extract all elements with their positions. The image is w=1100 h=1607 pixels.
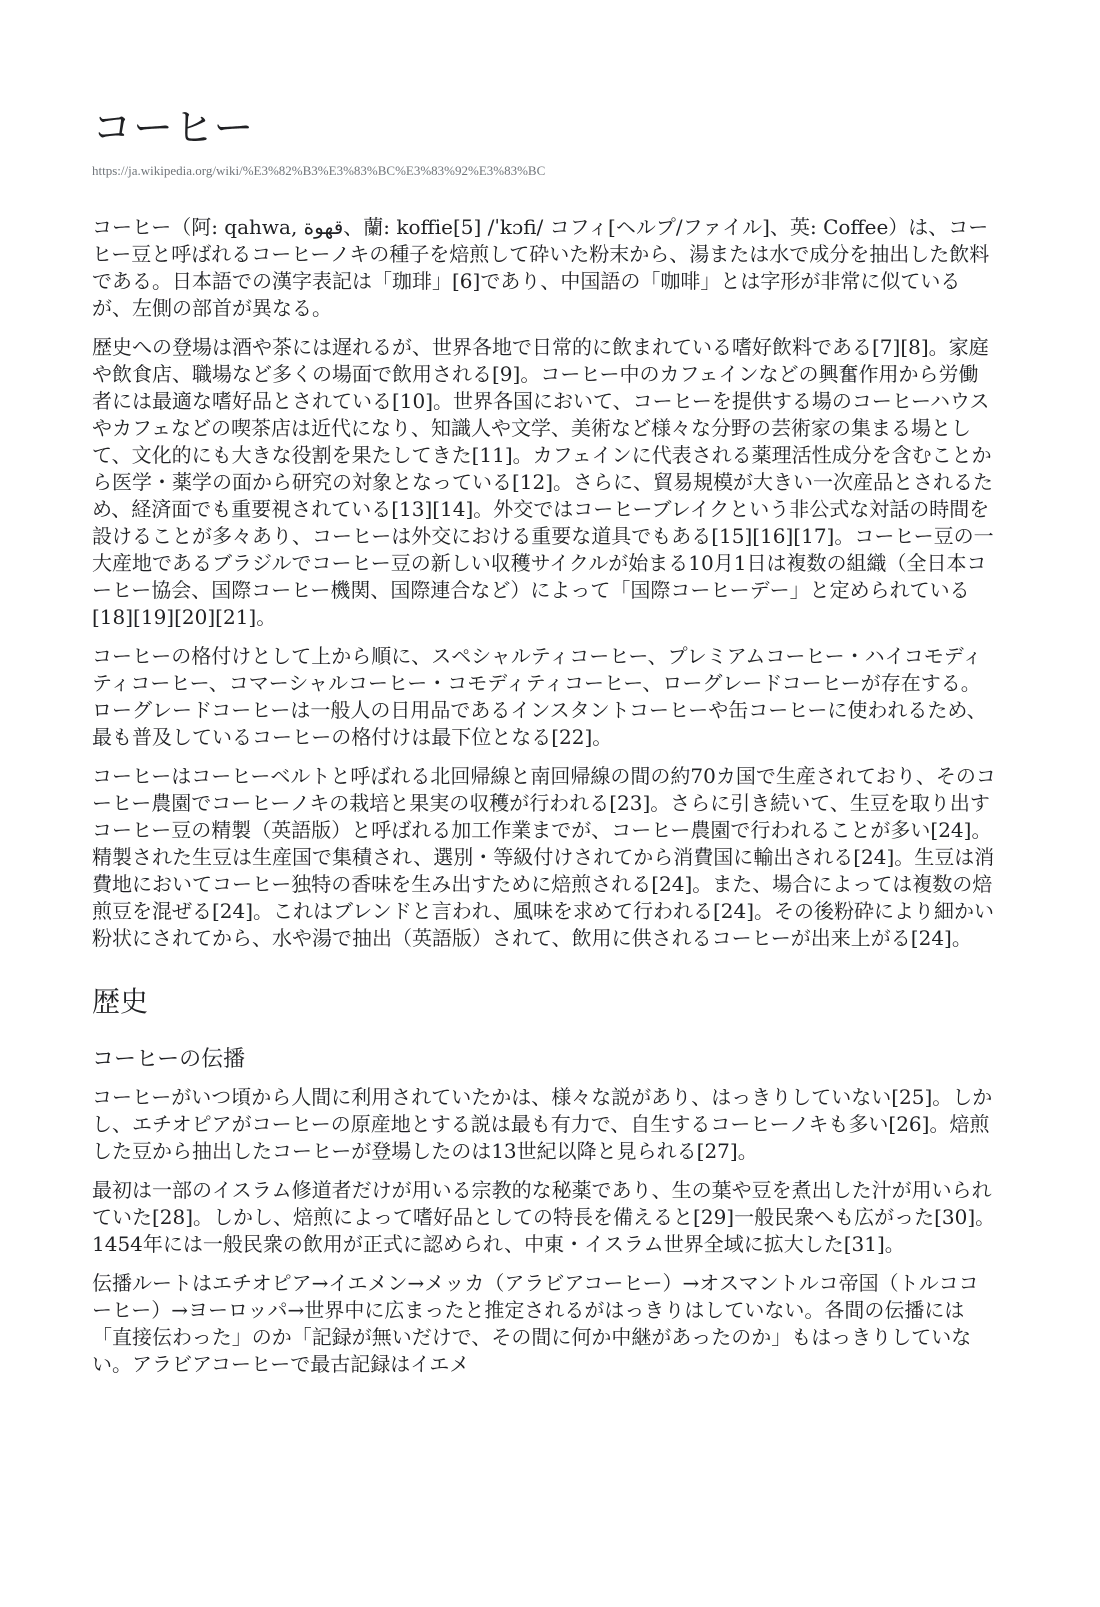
intro-paragraph: 歴史への登場は酒や茶には遅れるが、世界各地で日常的に飲まれている嗜好飲料である[7][8]。家庭や飲食店、職場など多くの場面で飲用される[9]。コーヒー中のカフェインなどの興奮作用から労働者には最適な嗜好品とされている[10]。世界各国において、コーヒーを提供する場のコーヒーハウスやカフェなどの喫茶店は近代になり、知識人や文学、美術など様々な分野の芸術家の集まる場として、文化的にも大きな役割を果たしてきた[11]。カフェインに代表される薬理活性成分を含むことから医学・薬学の面から研究の対象となっている[12]。さらに、貿易規模が大きい一次産品とされるため、経済面でも重要視されている[13][14]。外交ではコーヒーブレイクという非公式な対話の時間を設けることが多々あり、コーヒーは外交における重要な道具でもある[15][16][17]。コーヒー豆の一大産地であるブラジルでコーヒー豆の新しい収穫サイクルが始まる10月1日は複数の組織（全日本コーヒー協会、国際コーヒー機関、国際連合など）によって「国際コーヒーデー」と定められている[18][19][20][21]。 xyxy=(92,335,994,629)
subsection-heading-spread: コーヒーの伝播 xyxy=(92,1047,246,1072)
article xyxy=(92,100,997,1390)
intro-paragraph: コーヒーはコーヒーベルトと呼ばれる北回帰線と南回帰線の間の約70カ国で生産されており、そのコーヒー農園でコーヒーノキの栽培と果実の収穫が行われる[23]。さらに引き続いて、生豆を取り出すコーヒー豆の精製（英語版）と呼ばれる加工作業までが、コーヒー農園で行われることが多い[24]。精製された生豆は生産国で集積され、選別・等級付けされてから消費国に輸出される[24]。生豆は消費地においてコーヒー独特の香味を生み出すために焙煎される[24]。また、場合によっては複数の焙煎豆を混ぜる[24]。これはブレンドと言われ、風味を求めて行われる[24]。その後粉砕により細かい粉状にされてから、水や湯で抽出（英語版）されて、飲用に供されるコーヒーが出来上がる[24]。 xyxy=(92,764,996,950)
intro-paragraph: コーヒー（阿: qahwa, قهوة、蘭: koffie[5] /ˈkɔfi/ コフィ[ヘルプ/ファイル]、英: Coffee）は、コーヒー豆と呼ばれるコーヒーノキの種子を焙煎して砕いた粉末から、湯または水で成分を抽出した飲料である。日本語での漢字表記は「珈琲」[6]であり、中国語の「咖啡」とは字形が非常に似ているが、左側の部首が異なる。 xyxy=(92,215,990,320)
section-heading-history: 歴史 xyxy=(92,985,149,1018)
page-url[interactable]: https://ja.wikipedia.org/wiki/%E3%82%B3%E3%83%BC%E3%83%92%E3%83%BC xyxy=(92,163,546,178)
history-paragraph: 伝播ルートはエチオピア→イエメン→メッカ（アラビアコーヒー）→オスマントルコ帝国（トルココーヒー）→ヨーロッパ→世界中に広まったと推定されるがはっきりはしていない。各間の伝播には「直接伝わった」のか「記録が無いだけで、その間に何か中継があったのか」もはっきりしていない。アラビアコーヒーで最古記録はイエメ xyxy=(92,1271,979,1376)
history-paragraph: コーヒーがいつ頃から人間に利用されていたかは、様々な説があり、はっきりしていない[25]。しかし、エチオピアがコーヒーの原産地とする説は最も有力で、自生するコーヒーノキも多い[26]。焙煎した豆から抽出したコーヒーが登場したのは13世紀以降と見られる[27]。 xyxy=(92,1085,993,1163)
page-title: コーヒー xyxy=(92,105,255,151)
intro-paragraph: コーヒーの格付けとして上から順に、スペシャルティコーヒー、プレミアムコーヒー・ハイコモディティコーヒー、コマーシャルコーヒー・コモディティコーヒー、ローグレードコーヒーが存在する。ローグレードコーヒーは一般人の日用品であるインスタントコーヒーや缶コーヒーに使われるため、最も普及しているコーヒーの格付けは最下位となる[22]。 xyxy=(92,644,987,749)
article-body xyxy=(92,214,997,1378)
history-paragraph: 最初は一部のイスラム修道者だけが用いる宗教的な秘薬であり、生の葉や豆を煮出した汁が用いられていた[28]。しかし、焙煎によって嗜好品としての特長を備えると[29]一般民衆へも広がった[30]。1454年には一般民衆の飲用が正式に認められ、中東・イスラム世界全域に拡大した[31]。 xyxy=(92,1178,996,1256)
